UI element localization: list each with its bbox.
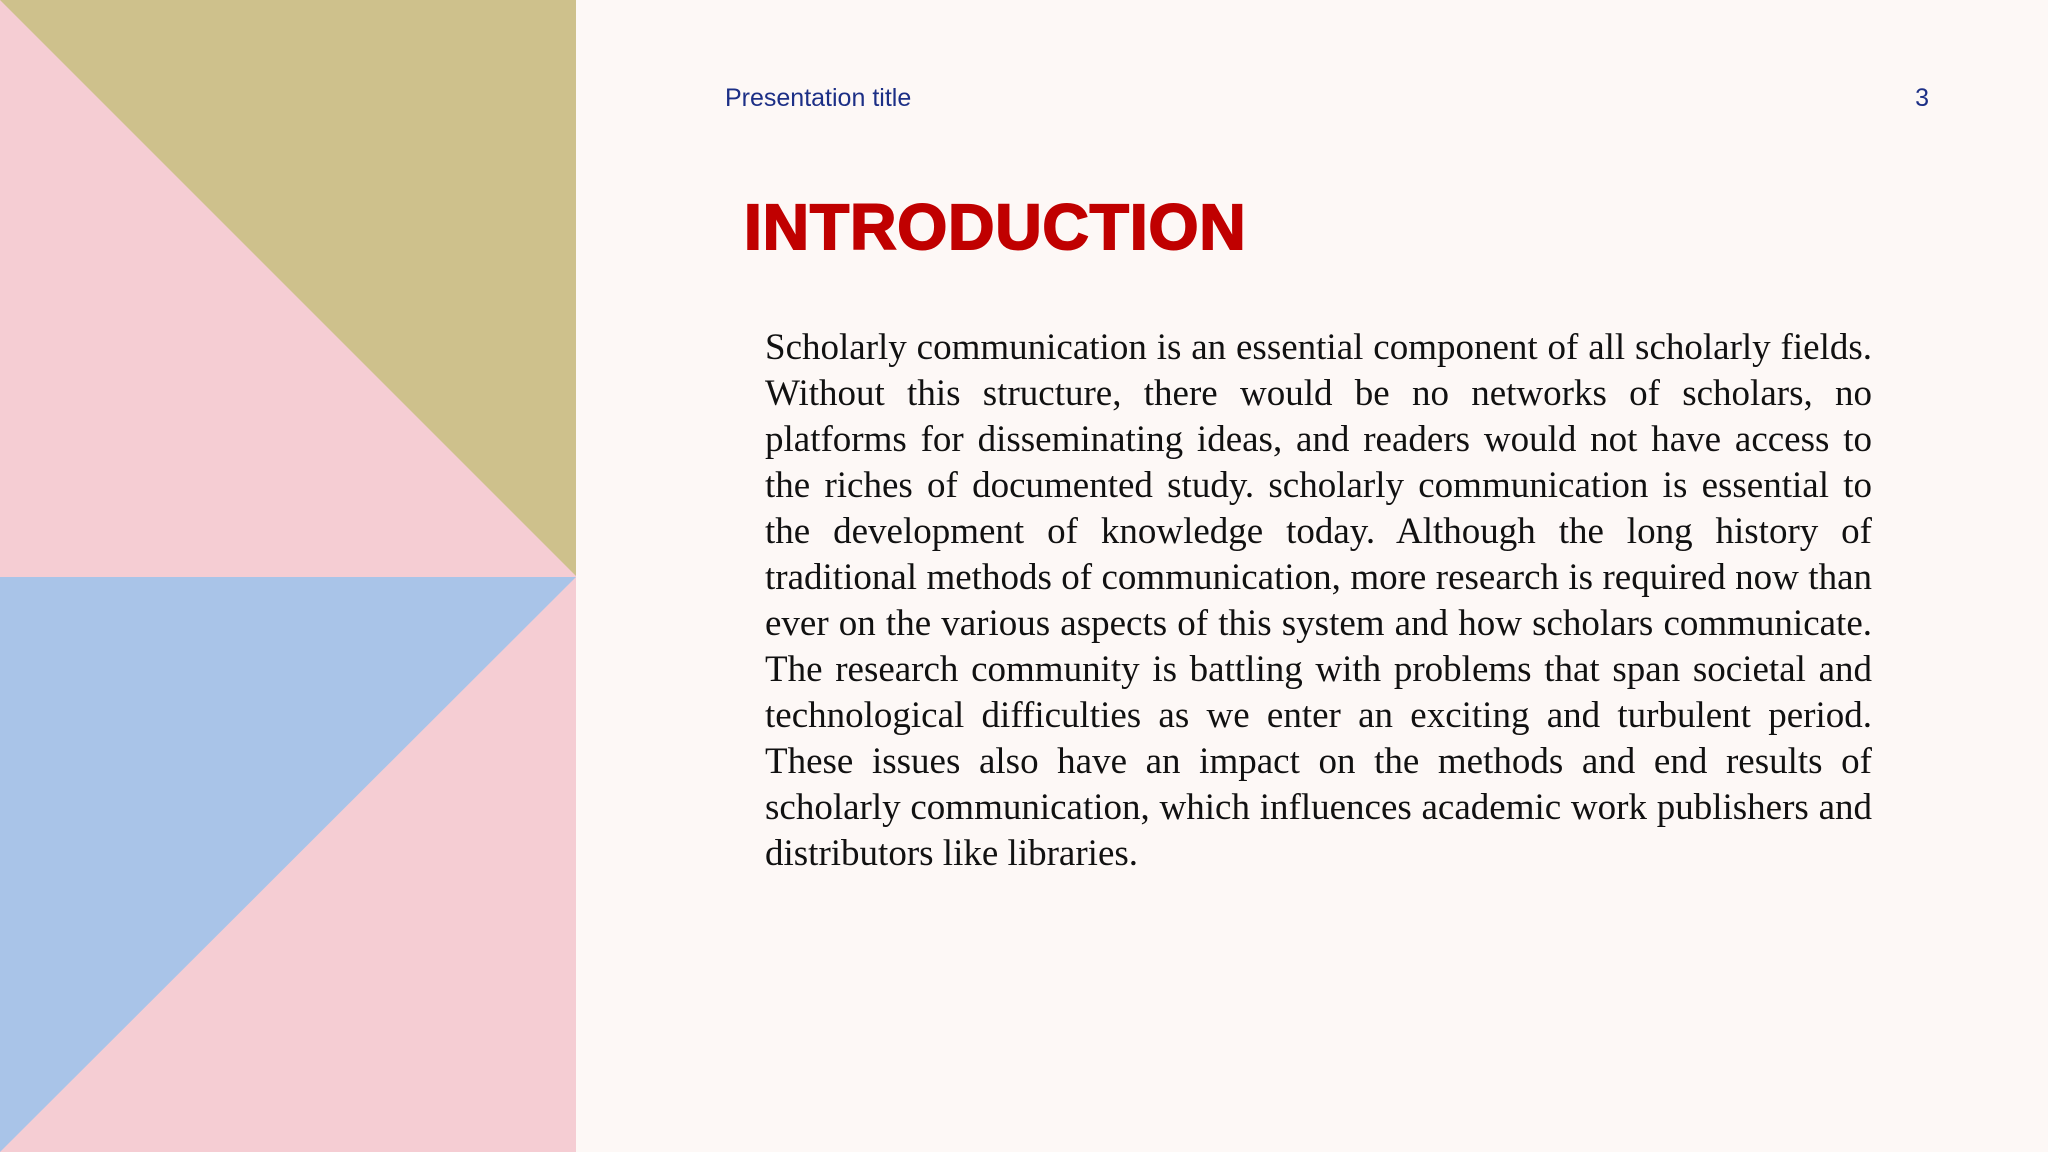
body-paragraph: Scholarly communication is an essential component of all scholarly fields. Without this structure, there would be no networks of scholars, no platforms for disseminating ideas, and readers would not have access to the riches of documented study. scholarly communication is essential to the development of knowledge today. Although the long history of traditional methods of communication, more research is required now than ever on the various aspects of this system and how scholars communicate. The research community is battling with problems that span societal and technological difficulties as we enter an exciting and turbulent period. These issues also have an impact on the methods and end results of scholarly communication, which influences academic work publishers and distributors like libraries. [765,327,1872,874]
geometric-decoration [0,0,576,1152]
slide-heading: INTRODUCTION [744,191,1247,263]
page-number: 3 [1915,84,1929,112]
presentation-title: Presentation title [725,84,912,112]
